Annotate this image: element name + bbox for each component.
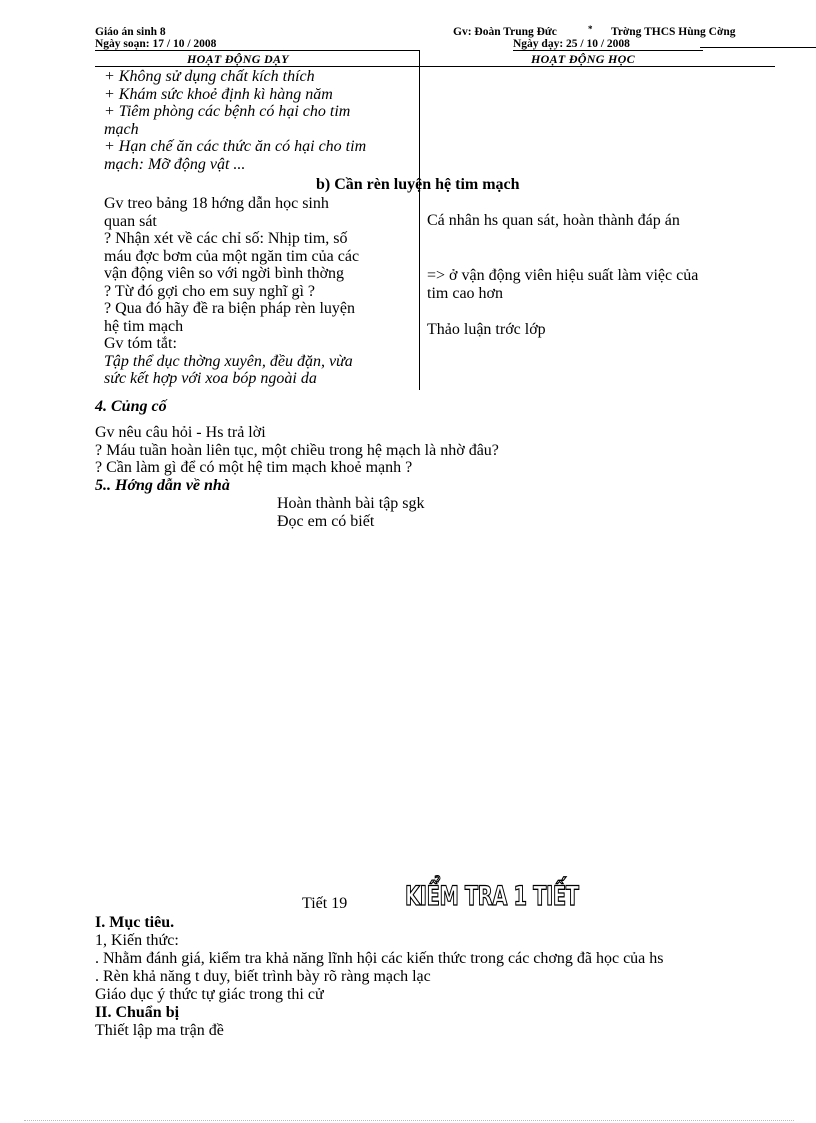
header-date-taught: Ngày dạy: 25 / 10 / 2008 [513, 38, 630, 50]
table-left-summary: Tập thể dục thờng xuyên, đều đặn, vừa [104, 352, 353, 370]
header-bullet: * [588, 24, 593, 34]
section-4-line: ? Cần làm gì để có một hệ tim mạch khoẻ mạnh ? [95, 459, 413, 476]
table-col-student: HOẠT ĐỘNG HỌC [531, 52, 635, 66]
table-right-answer-2a: => ở vận động viên hiệu suất làm việc của [427, 267, 699, 284]
table-right-answer-3: Thảo luận trớc lớp [427, 321, 546, 338]
section-5-title: 5.. Hớng dẫn về nhà [95, 477, 230, 494]
table-left-line: hệ tim mạch [104, 317, 184, 335]
header-teacher: Gv: Đoàn Trung Đức [453, 26, 557, 38]
table-left-line: + Không sử dụng chất kích thích [104, 68, 315, 85]
table-right-answer-2b: tim cao hơn [427, 285, 503, 302]
page-bottom-dotted-rule [24, 1120, 794, 1121]
section-4-body [95, 424, 499, 477]
header-rule-far-right [700, 47, 816, 48]
header-subject: Giáo án sinh 8 [95, 26, 166, 38]
header-underline-left [95, 50, 420, 51]
section-5-body [277, 495, 425, 530]
header-underline-right [513, 50, 703, 51]
table-col-teacher: HOẠT ĐỘNG DẠY [187, 52, 289, 66]
lesson-number: Tiết 19 [302, 895, 348, 912]
table-left-line: mạch [104, 120, 139, 138]
lesson-wordart-title: KIỂM TRA 1 TIẾT [405, 881, 579, 912]
objectives-skill: . Rèn khả năng t duy, biết trình bày rõ ràng mạch lạc [95, 968, 431, 985]
table-left-line: máu đợc bơm của một ngăn tim của các [104, 247, 360, 265]
table-left-line: + Hạn chế ăn các thức ăn có hại cho tim [104, 138, 367, 155]
table-left-line: ? Từ đó gợi cho em suy nghĩ gì ? [104, 282, 316, 300]
table-left-line: quan sát [104, 212, 157, 230]
preparation-heading: II. Chuẩn bị [95, 1004, 180, 1021]
preparation-item: Thiết lập ma trận đề [95, 1022, 224, 1039]
table-left-line: Gv tóm tắt: [104, 335, 177, 352]
header-school: Trờng THCS Hùng Cờng [611, 26, 736, 38]
table-right-answer-1: Cá nhân hs quan sát, hoàn thành đáp án [427, 212, 680, 229]
table-subheading: b) Cần rèn luyện hệ tim mạch [316, 176, 520, 193]
objectives-heading: I. Mục tiêu. [95, 914, 175, 931]
table-left-line: + Tiêm phòng các bệnh có hại cho tim [104, 103, 351, 120]
table-left-italic-block [104, 68, 414, 173]
table-left-normal-block [104, 195, 414, 388]
section-4-line: ? Máu tuần hoàn liên tục, một chiều trong hệ mạch là nhờ đâu? [95, 441, 499, 459]
table-left-line: mạch: Mỡ động vật ... [104, 155, 246, 173]
section-5-line: Hoàn thành bài tập sgk [277, 495, 425, 512]
objectives-knowledge: 1, Kiến thức: [95, 932, 179, 949]
section-4-line: Gv nêu câu hỏi - Hs trả lời [95, 424, 266, 441]
table-left-line: vận động viên so với ngời bình thờng [104, 265, 345, 282]
table-left-line: + Khám sức khoẻ định kì hàng năm [104, 85, 333, 103]
header-date-prepared: Ngày soạn: 17 / 10 / 2008 [95, 38, 217, 50]
table-column-divider [419, 50, 420, 390]
table-left-line: Gv treo bảng 18 hớng dẫn học sinh [104, 195, 329, 212]
objectives-attitude: Giáo dục ý thức tự giác trong thi cử [95, 986, 324, 1003]
table-left-line: ? Nhận xét về các chỉ số: Nhịp tim, số [104, 230, 348, 247]
table-left-line: ? Qua đó hãy đề ra biện pháp rèn luyện [104, 300, 356, 317]
section-4-title: 4. Củng cố [95, 398, 167, 415]
section-5-line: Đọc em có biết [277, 512, 375, 530]
objectives-assess: . Nhằm đánh giá, kiểm tra khả năng lĩnh hội các kiến thức trong các chơng đã học của hs [95, 950, 664, 967]
table-left-summary: sức kết hợp với xoa bóp ngoài da [104, 370, 317, 387]
